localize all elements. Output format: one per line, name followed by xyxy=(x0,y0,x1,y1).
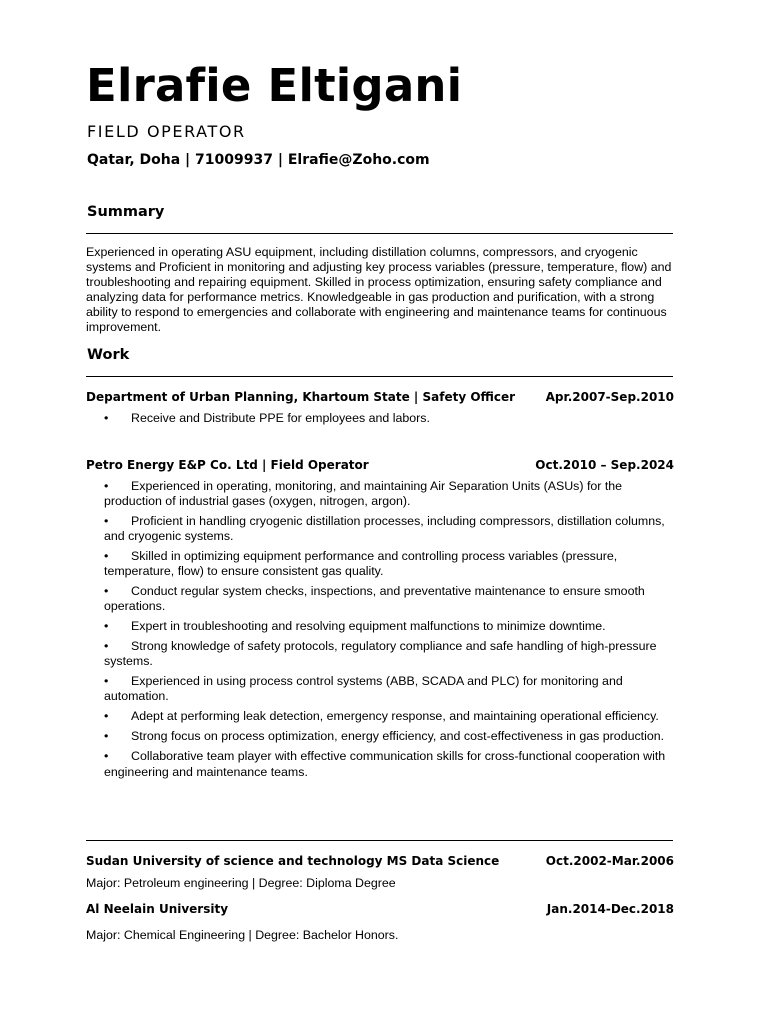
education-entry-header xyxy=(86,901,674,917)
job-bullet-list xyxy=(104,479,676,785)
summary-heading: Summary xyxy=(87,204,165,220)
bullet-symbol: • xyxy=(104,514,109,529)
education-dates: Jan.2014-Dec.2018 xyxy=(546,902,674,916)
bullet-symbol: • xyxy=(104,619,109,634)
school-name: Sudan University of science and technology MS Data Science xyxy=(86,854,500,868)
list-item: • Strong knowledge of safety protocols, regulatory compliance and safe handling of high-pressure systems. xyxy=(104,639,657,669)
list-item: • Experienced in operating, monitoring, and maintaining Air Separation Units (ASUs) for the production of industrial gases (oxygen, nitrogen, argon). xyxy=(104,479,623,509)
work-heading: Work xyxy=(87,347,130,363)
work-divider xyxy=(86,376,673,377)
list-item: • Proficient in handling cryogenic distillation processes, including compressors, distillation columns, and cryogenic systems. xyxy=(104,514,665,544)
education-details: Major: Petroleum engineering | Degree: Diploma Degree xyxy=(86,876,396,890)
education-divider xyxy=(86,840,673,841)
bullet-symbol: • xyxy=(104,674,109,689)
bullet-symbol: • xyxy=(104,729,109,744)
candidate-name: Elrafie Eltigani xyxy=(86,59,463,112)
list-item: • Collaborative team player with effective communication skills for cross-functional cooperation with engineering and maintenance teams. xyxy=(104,749,666,779)
list-item: • Adept at performing leak detection, emergency response, and maintaining operational efficiency. xyxy=(104,709,659,724)
bullet-symbol: • xyxy=(104,549,109,564)
job-title: FIELD OPERATOR xyxy=(87,122,246,141)
bullet-symbol: • xyxy=(104,479,109,493)
bullet-symbol: • xyxy=(104,411,109,425)
list-item: • Experienced in using process control systems (ABB, SCADA and PLC) for monitoring and automation. xyxy=(104,674,623,704)
bullet-symbol: • xyxy=(104,749,109,764)
summary-divider xyxy=(86,233,673,234)
bullet-symbol: • xyxy=(104,639,109,654)
list-item: • Conduct regular system checks, inspections, and preventative maintenance to ensure smooth operations. xyxy=(104,584,645,614)
list-item: • Skilled in optimizing equipment performance and controlling process variables (pressure, temperature, flow) to ensure consistent gas quality. xyxy=(104,549,618,579)
job-dates: Oct.2010 – Sep.2024 xyxy=(535,458,674,472)
job-entry-header xyxy=(86,389,674,405)
education-entry-header xyxy=(86,853,674,869)
job-entry-header xyxy=(86,457,674,473)
job-title-employer: Petro Energy E&P Co. Ltd | Field Operator xyxy=(86,458,369,472)
education-dates: Oct.2002-Mar.2006 xyxy=(545,854,674,868)
bullet-symbol: • xyxy=(104,709,109,724)
bullet-symbol: • xyxy=(104,584,109,599)
job-title-employer: Department of Urban Planning, Khartoum State | Safety Officer xyxy=(86,390,516,404)
education-details: Major: Chemical Engineering | Degree: Bachelor Honors. xyxy=(86,928,399,942)
contact-line: Qatar, Doha | 71009937 | Elrafie@Zoho.com xyxy=(87,152,430,168)
list-item: • Receive and Distribute PPE for employees and labors. xyxy=(104,411,430,425)
school-name: Al Neelain University xyxy=(86,902,229,916)
job-bullet-list xyxy=(104,411,676,431)
job-dates: Apr.2007-Sep.2010 xyxy=(545,390,674,404)
list-item: • Strong focus on process optimization, energy efficiency, and cost-effectiveness in gas production. xyxy=(104,729,665,744)
list-item: • Expert in troubleshooting and resolving equipment malfunctions to minimize downtime. xyxy=(104,619,606,634)
summary-text: Experienced in operating ASU equipment, including distillation columns, compressors, and cryogenic systems and Proficient in monitoring and adjusting key process variables (pressure, temperature, flow) and troubleshooting and repairing equipment. Skilled in process optimization, ensuring safety compliance and analyzing data for performance metrics. Knowledgeable in gas production and purification, with a strong ability to respond to emergencies and collaborate with engineering and maintenance teams for continuous improvement. xyxy=(86,245,672,335)
